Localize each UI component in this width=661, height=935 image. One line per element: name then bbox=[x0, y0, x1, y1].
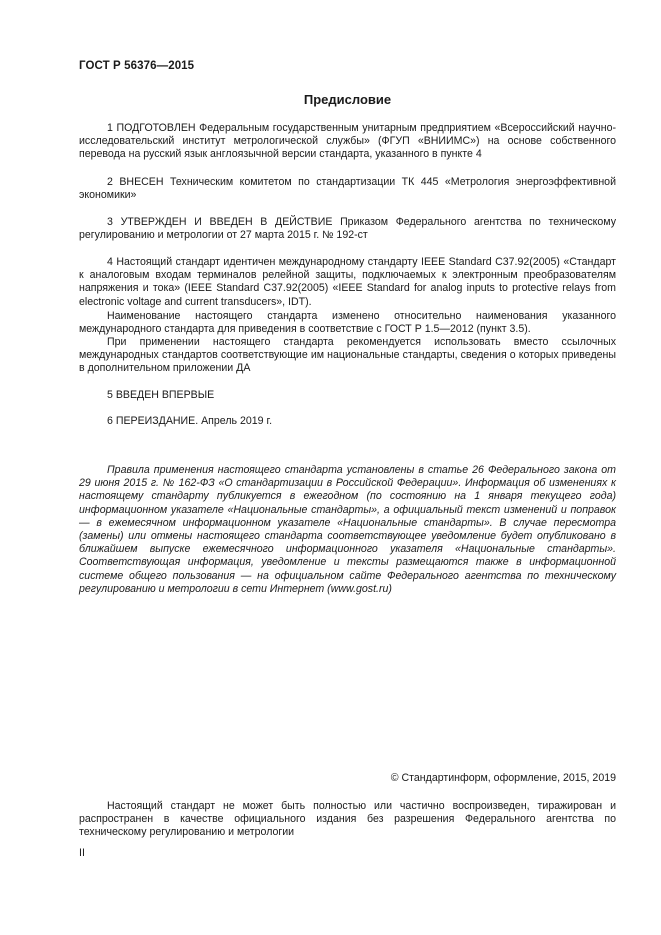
preface-item-2: 2 ВНЕСЕН Техническим комитетом по стандартизации ТК 445 «Метрология энергоэффективной экономики» bbox=[79, 176, 616, 202]
standard-usage-notice: Правила применения настоящего стандарта установлены в статье 26 Федерального закона от 29 июня 2015 г. № 162-ФЗ «О стандартизации в Российской Федерации». Информация об изменениях к настоящему стандарту публикуется в ежегодном (по состоянию на 1 января текущего года) информационном указателе «Национальные стандарты», а официальный текст изменений и поправок — в ежемесячном информационном указателе «Национальные стандарты». В случае пересмотра (замены) или отмены настоящего стандарта соответствующее уведомление будет опубликовано в ближайшем выпуске ежемесячного информационного указателя «Национальные стандарты». Соответствующая информация, уведомление и тексты размещаются также в информационной системе общего пользования — на официальном сайте Федерального агентства по техническому регулированию и метрологии в сети Интернет (www.gost.ru) bbox=[79, 464, 616, 595]
preface-item-4-reference-note: При применении настоящего стандарта рекомендуется использовать вместо ссылочных международных стандартов соответствующие им национальные стандарты, сведения о которых приведены в дополнительном приложении ДА bbox=[79, 336, 616, 375]
reproduction-notice: Настоящий стандарт не может быть полностью или частично воспроизведен, тиражирован и распространен в качестве официального издания без разрешения Федерального агентства по техническому регулированию и метрологии bbox=[79, 800, 616, 839]
document-code: ГОСТ Р 56376—2015 bbox=[79, 60, 195, 72]
preface-item-5: 5 ВВЕДЕН ВПЕРВЫЕ bbox=[107, 389, 215, 401]
preface-item-6: 6 ПЕРЕИЗДАНИЕ. Апрель 2019 г. bbox=[107, 415, 273, 427]
preface-item-4-name-note: Наименование настоящего стандарта изменено относительно наименования указанного международного стандарта для приведения в соответствие с ГОСТ Р 1.5—2012 (пункт 3.5). bbox=[79, 310, 616, 336]
preface-item-4: 4 Настоящий стандарт идентичен международному стандарту IEEE Standard C37.92(2005) «Стандарт к аналоговым входам терминалов релейной защиты, подключаемых к электронным преобразователям напряжения и тока» (IEEE Standard C37.92(2005) «IEEE Standard for analog inputs to protective relays from electronic voltage and current transducers», IDT). bbox=[79, 256, 616, 308]
page-number: II bbox=[79, 847, 85, 859]
preface-item-3: 3 УТВЕРЖДЕН И ВВЕДЕН В ДЕЙСТВИЕ Приказом Федерального агентства по техническому регулированию и метрологии от 27 марта 2015 г. № 192-ст bbox=[79, 216, 616, 242]
preface-item-1: 1 ПОДГОТОВЛЕН Федеральным государственным унитарным предприятием «Всероссийский научно-исследовательский институт метрологической службы» (ФГУП «ВНИИМС») на основе собственного перевода на русский язык англоязычной версии стандарта, указанного в пункте 4 bbox=[79, 122, 616, 161]
copyright-line: © Стандартинформ, оформление, 2015, 2019 bbox=[390, 772, 616, 784]
preface-title: Предисловие bbox=[303, 92, 392, 107]
